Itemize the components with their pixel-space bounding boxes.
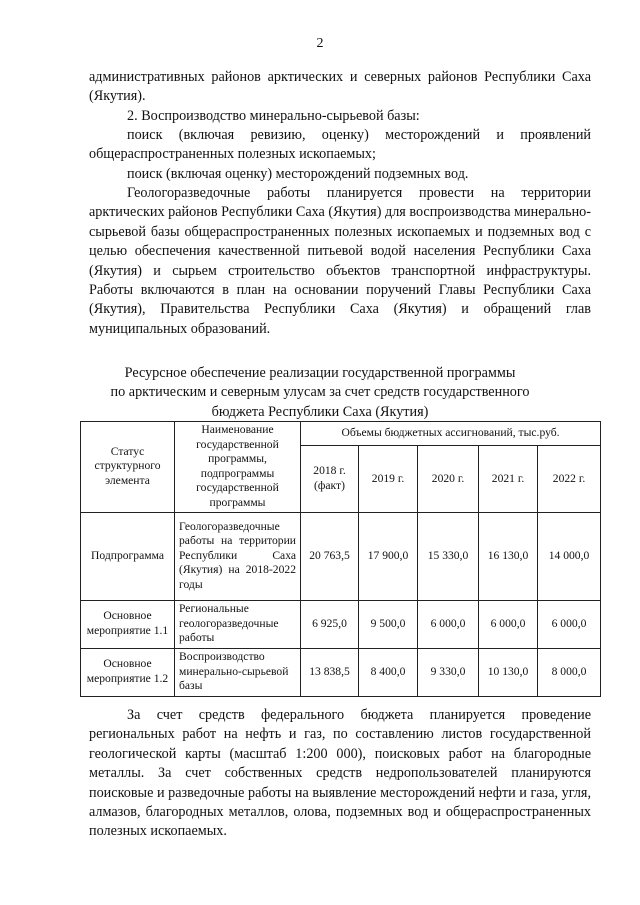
header-name: Наименование государственной программы, подпрограммы государственной программы <box>175 422 301 513</box>
name-cell: Региональные геологоразведочные работы <box>175 600 301 648</box>
value-cell: 6 000,0 <box>479 600 538 648</box>
value-cell: 13 838,5 <box>301 648 359 696</box>
paragraph-search-groundwater: поиск (включая оценку) месторождений подземных вод. <box>127 166 469 182</box>
table-row <box>81 600 601 648</box>
value-cell: 6 000,0 <box>418 600 479 648</box>
table-header-row <box>81 422 601 446</box>
value-cell: 17 900,0 <box>359 512 418 600</box>
value-cell: 10 130,0 <box>479 648 538 696</box>
value-cell: 14 000,0 <box>538 512 601 600</box>
value-cell: 8 400,0 <box>359 648 418 696</box>
value-cell: 9 500,0 <box>359 600 418 648</box>
value-cell: 6 925,0 <box>301 600 359 648</box>
paragraph-intro-continuation: административных районов арктических и северных районов Республики Саха (Якутия). <box>89 69 591 105</box>
value-cell: 16 130,0 <box>479 512 538 600</box>
name-cell: Воспроизводство минерально-сырьевой базы <box>175 648 301 696</box>
table-caption <box>60 364 580 422</box>
value-cell: 6 000,0 <box>538 600 601 648</box>
table-caption-line: по арктическим и северным улусам за счет средств государственного <box>110 384 530 401</box>
table-row <box>81 648 601 696</box>
year-cell: 2020 г. <box>418 446 479 512</box>
status-cell: Основное мероприятие 1.2 <box>81 648 175 696</box>
year-cell: 2019 г. <box>359 446 418 512</box>
year-cell: 2021 г. <box>479 446 538 512</box>
table-caption-line: Ресурсное обеспечение реализации государственной программы <box>124 365 516 381</box>
paragraph-funding-sources: За счет средств федерального бюджета планируется проведение региональных работ на нефть и газ, по составлению листов государственной геологической карты (масштаб 1:200 000), поисковых работ на благородные металлы. За счет собственных средств недропользователей планируются поисковые и разведочные работы на выявление месторождений нефти и газа, угля, алмазов, благородных металлов, олова, подземных вод и общераспространенных полезных ископаемых. <box>89 707 591 840</box>
status-cell: Подпрограмма <box>81 512 175 600</box>
year-cell: 2018 г. (факт) <box>301 446 359 512</box>
page-number: 2 <box>316 36 324 51</box>
table-caption-line: бюджета Республики Саха (Якутия) <box>211 403 429 420</box>
value-cell: 8 000,0 <box>538 648 601 696</box>
value-cell: 20 763,5 <box>301 512 359 600</box>
header-status: Статус структурного элемента <box>81 422 175 513</box>
paragraph-item-2: 2. Воспроизводство минерально-сырьевой базы: <box>127 108 420 124</box>
year-cell: 2022 г. <box>538 446 601 512</box>
paragraph-search-minerals: поиск (включая ревизию, оценку) месторождений и проявлений общераспространенных полезных ископаемых; <box>89 127 591 163</box>
value-cell: 15 330,0 <box>418 512 479 600</box>
paragraph-geological-works: Геологоразведочные работы планируется провести на территории арктических районов Республики Саха (Якутия) для воспроизводства минерально-сырьевой базы общераспространенных полезных ископаемых и подземных вод с целью обеспечения качественной питьевой водой населения Республики Саха (Якутия) и сырьем строительство объектов транспортной инфраструктуры. Работы включаются в план на основании поручений Главы Республики Саха (Якутия), Правительства Республики Саха (Якутия) и обращений глав муниципальных образований. <box>89 185 591 337</box>
value-cell: 9 330,0 <box>418 648 479 696</box>
header-volumes: Объемы бюджетных ассигнований, тыс.руб. <box>301 422 601 446</box>
table-row <box>81 512 601 600</box>
status-cell: Основное мероприятие 1.1 <box>81 600 175 648</box>
name-cell: Геологоразведочные работы на территории Республики Саха (Якутия) на 2018-2022 годы <box>175 512 301 600</box>
budget-table <box>80 421 601 697</box>
